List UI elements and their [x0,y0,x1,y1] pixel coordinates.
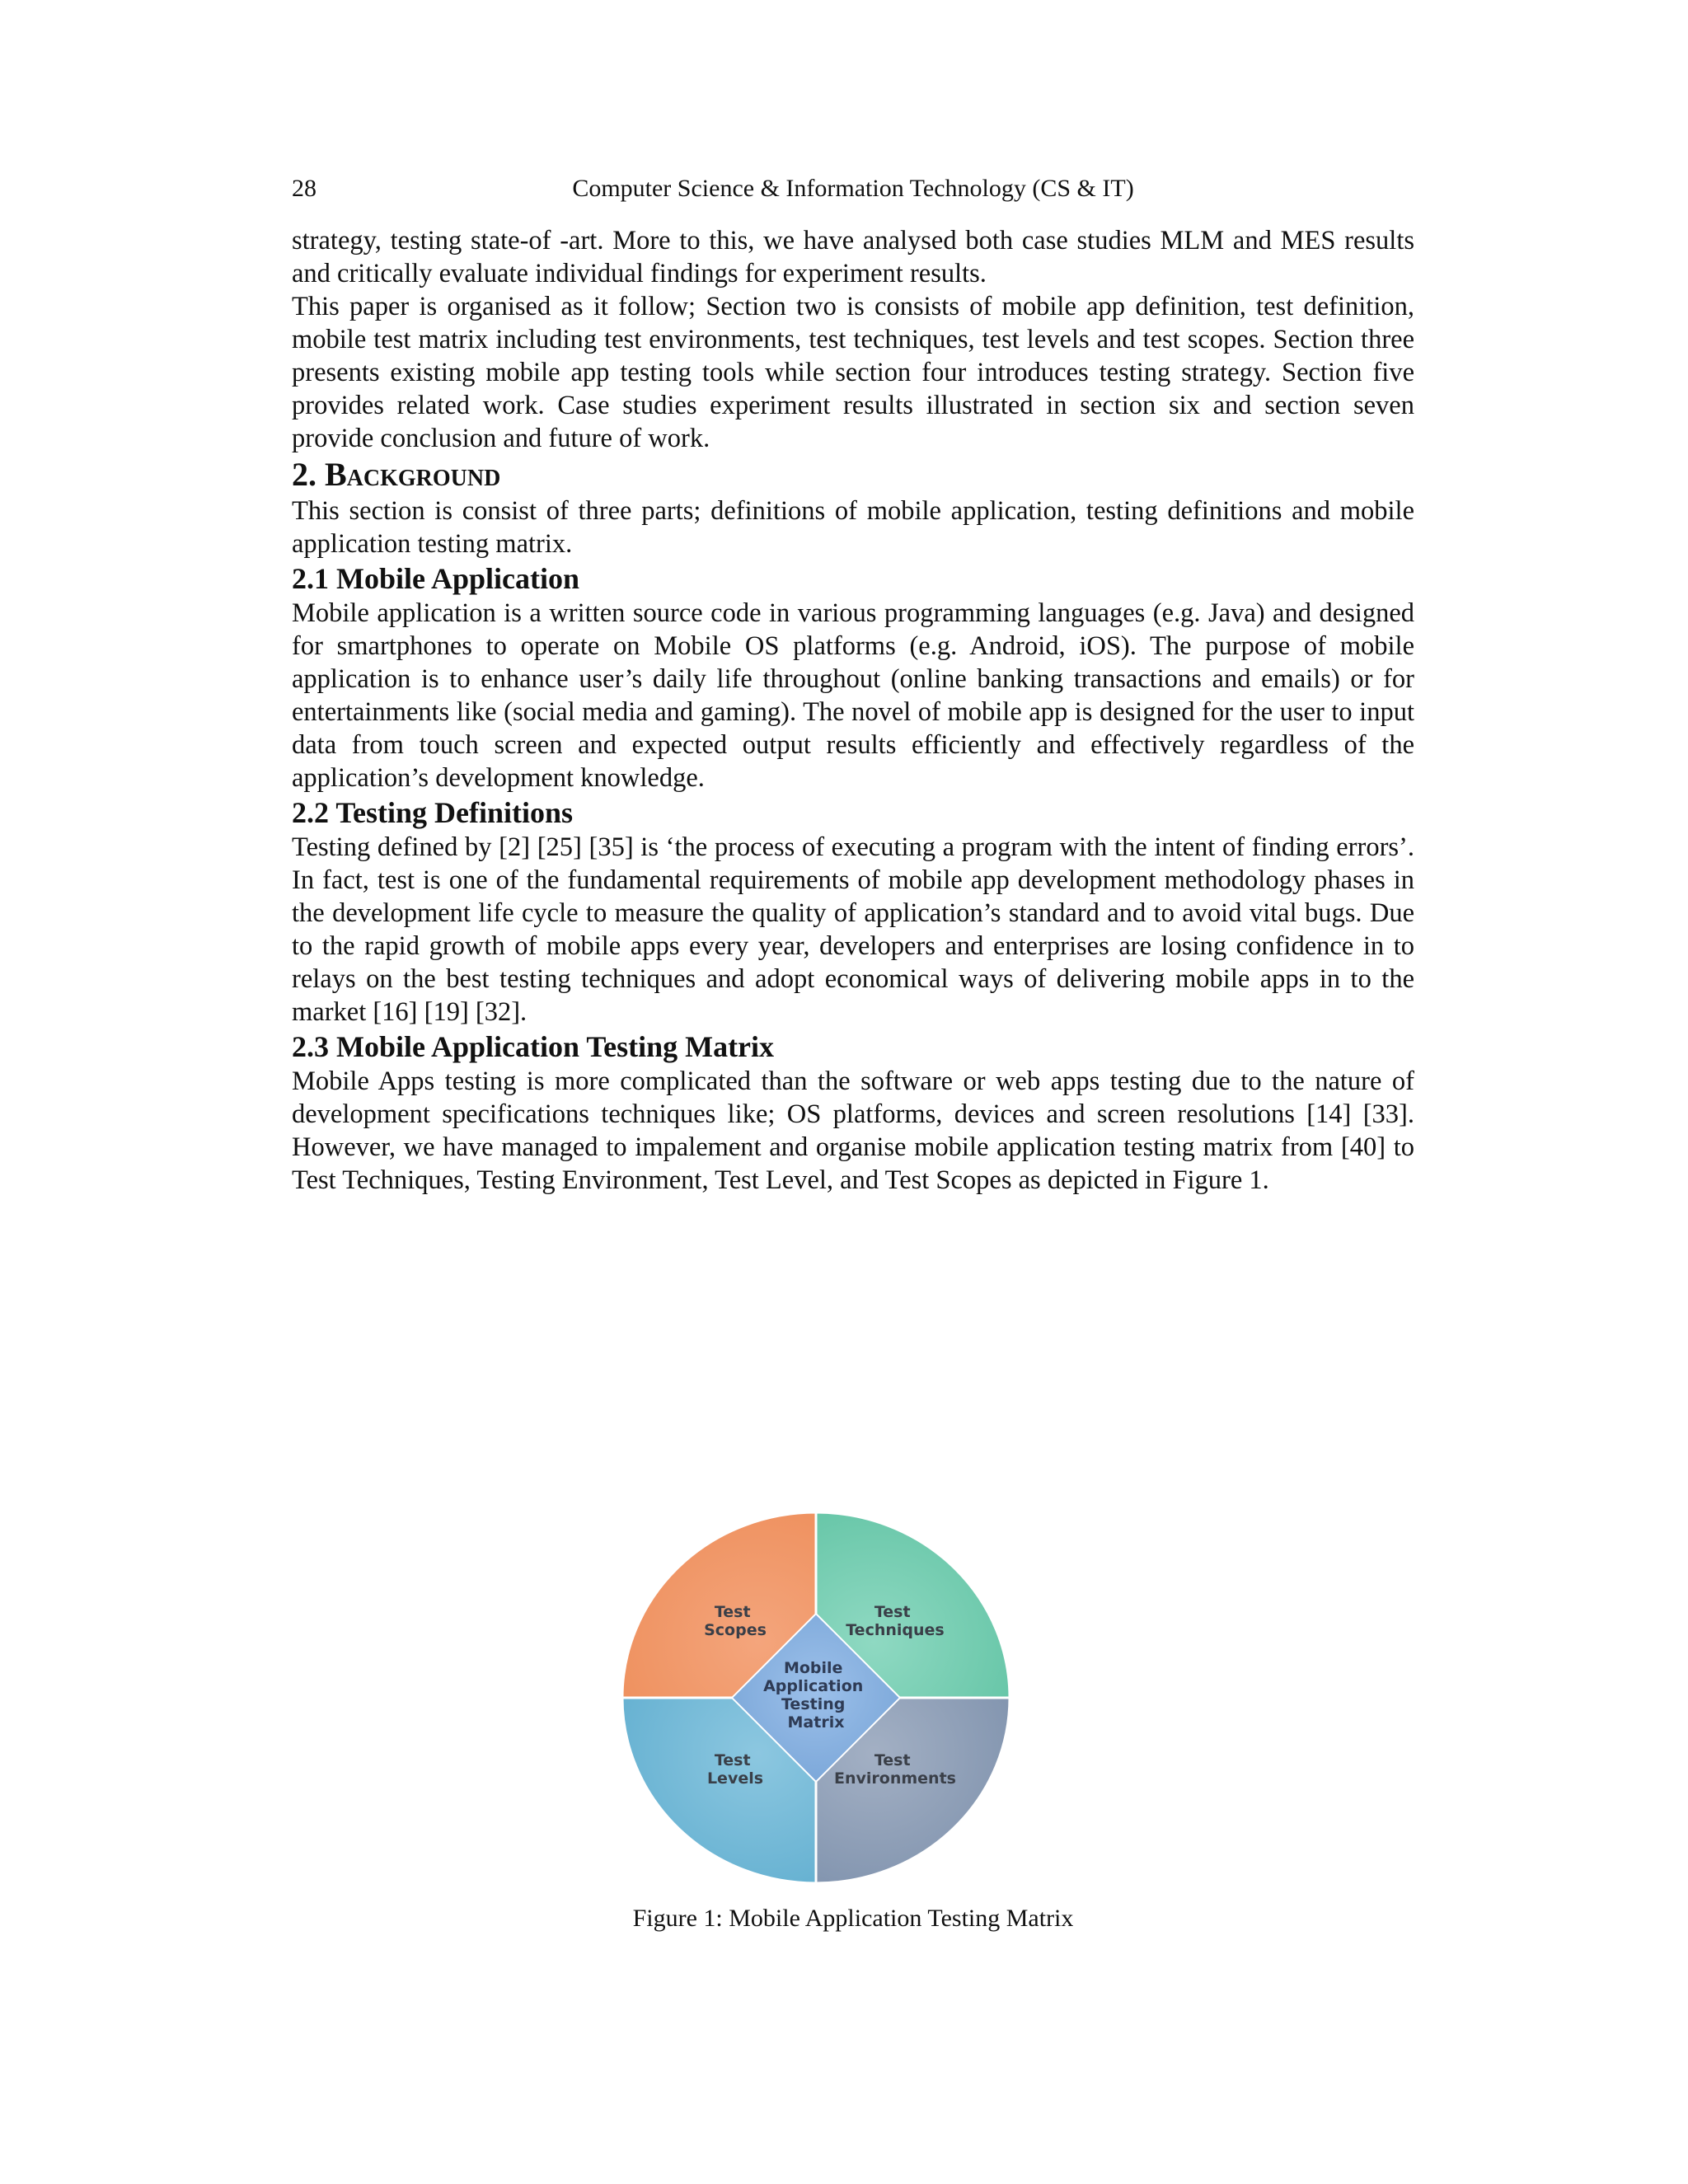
organisation-paragraph: This paper is organised as it follow; Section two is consists of mobile app definition, test definition, mobile test matrix including test environments, test techniques, test levels and test scopes. Section three presents existing mobile app testing tools while section four introduces testing strategy. Section five provides related work. Case studies experiment results illustrated in section six and section seven provide conclusion and future of work. [292,292,1414,453]
testing-definitions-paragraph: Testing defined by [2] [25] [35] is ‘the process of executing a program with the intent of finding errors’. In fact, test is one of the fundamental requirements of mobile app development methodology phases in the development life cycle to measure the quality of application’s standard and to avoid vital bugs. Due to the rapid growth of mobile apps every year, developers and enterprises are losing confidence in to relays on the best testing techniques and adopt economical ways of delivering mobile apps in to the market [16] [19] [32]. [292,832,1414,1027]
section-title: Background [325,456,501,493]
subsection-heading-testing-definitions: 2.2 Testing Definitions [292,796,574,829]
page-header [292,175,1414,208]
label-test-techniques: Test Techniques [846,1603,945,1639]
label-test-scopes: Test Scopes [704,1603,767,1639]
testing-matrix-figure [610,1508,1022,1896]
label-test-levels: Test Levels [706,1751,764,1788]
subsection-heading-testing-matrix: 2.3 Mobile Application Testing Matrix [292,1030,775,1063]
intro-continuation-paragraph: strategy, testing state-of -art. More to this, we have analysed both case studies MLM and MES results and critically evaluate individual findings for experiment results. [292,226,1414,288]
background-paragraph: This section is consist of three parts; definitions of mobile application, testing definitions and mobile application testing matrix. [292,496,1414,559]
label-center-matrix: Mobile Application Testing Matrix [763,1659,864,1732]
main-content [292,224,1414,1197]
running-title: Computer Science & Information Technology (CS & IT) [572,175,1134,202]
section-heading-background [292,455,1414,494]
testing-matrix-paragraph: Mobile Apps testing is more complicated than the software or web apps testing due to the nature of development specifications techniques like; OS platforms, devices and screen resolutions [14] [33]. However, we have managed to impalement and organise mobile application testing matrix from [40] to Test Techniques, Testing Environment, Test Level, and Test Scopes as depicted in Figure 1. [292,1066,1414,1195]
testing-matrix-diagram [610,1508,1022,1896]
label-test-environments: Test Environments [834,1751,956,1788]
subsection-heading-mobile-application: 2.1 Mobile Application [292,562,580,595]
section-number: 2. [292,456,316,493]
figure-caption: Figure 1: Mobile Application Testing Matrix [632,1905,1074,1932]
mobile-application-paragraph: Mobile application is a written source code in various programming languages (e.g. Java) and designed for smartphones to operate on Mobile OS platforms (e.g. Android, iOS). The purpose of mobile application is to enhance user’s daily life throughout (online banking transactions and emails) or for entertainments like (social media and gaming). The novel of mobile app is designed for the user to input data from touch screen and expected output results efficiently and effectively regardless of the application’s development knowledge. [292,598,1414,793]
page-number: 28 [292,175,316,202]
